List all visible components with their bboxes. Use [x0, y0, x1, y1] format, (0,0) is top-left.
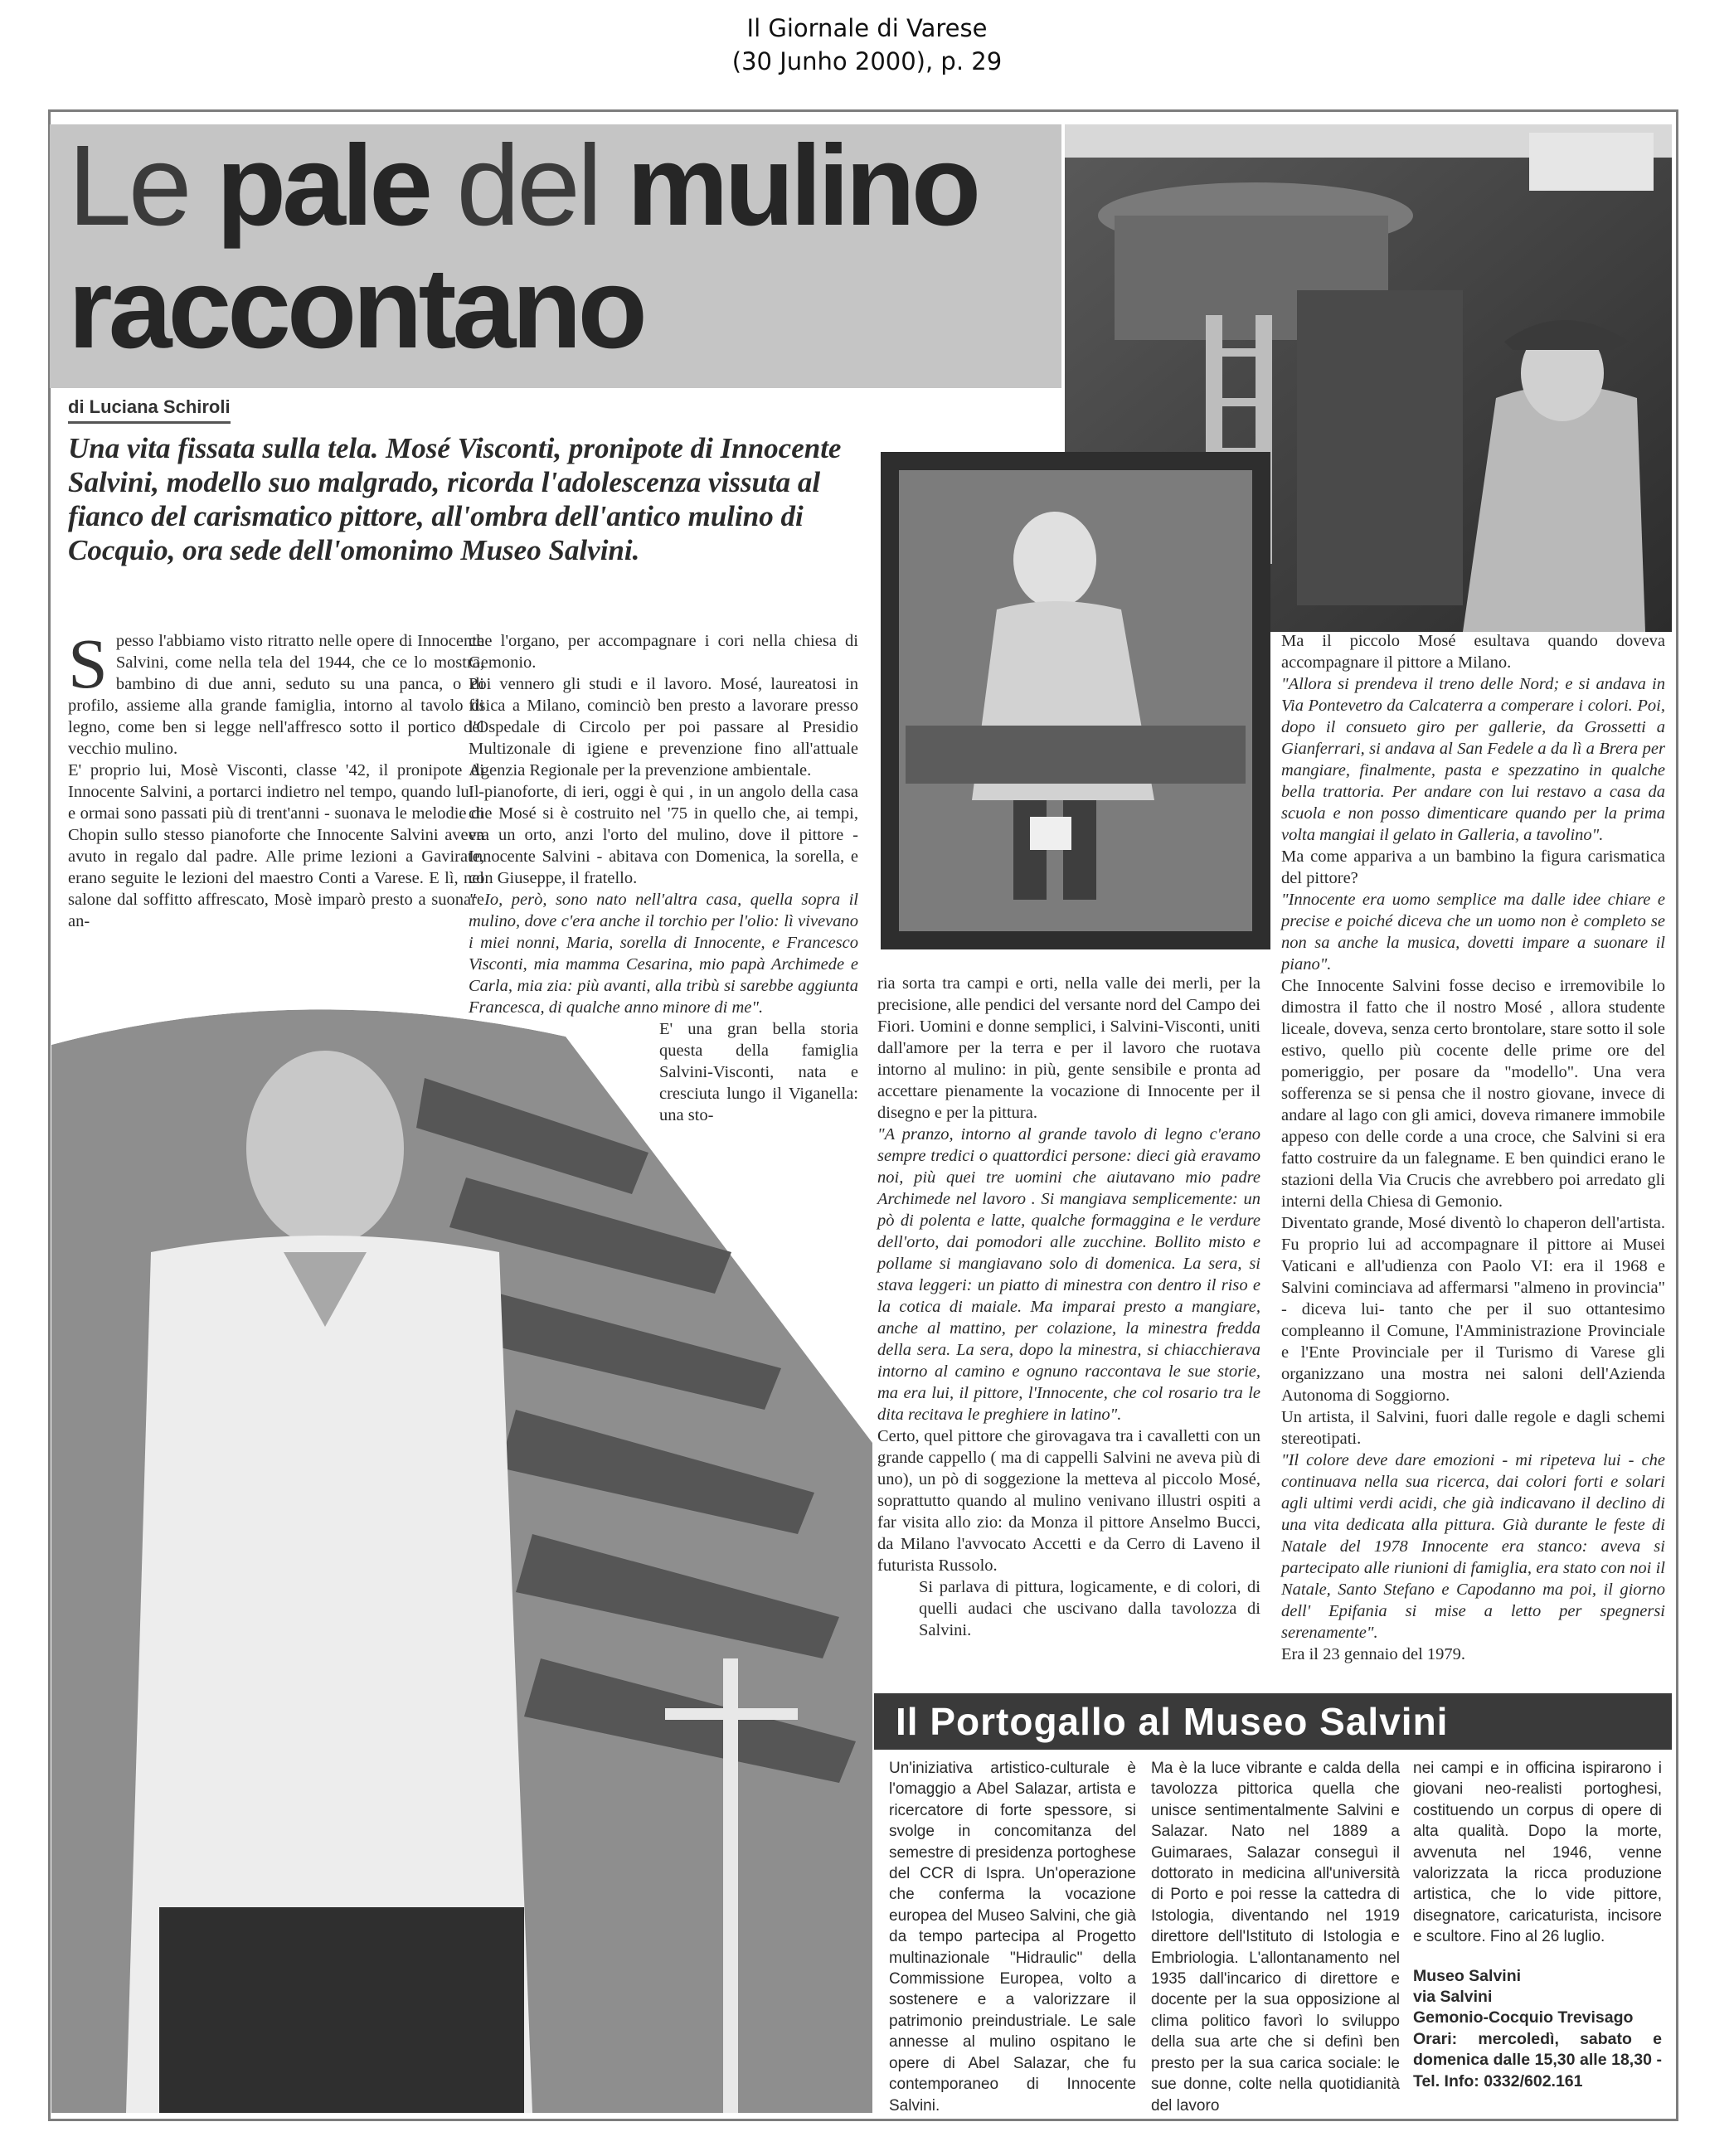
- photo-painting-child: [881, 452, 1270, 949]
- museum-town: Gemonio-Cocquio Trevisago: [1413, 2008, 1634, 2027]
- headline-word-del: del: [456, 122, 600, 250]
- col4-paragraph-6: Era il 23 gennaio del 1979.: [1281, 1645, 1466, 1663]
- date-page: (30 Junho 2000), p. 29: [731, 47, 1003, 75]
- col4-quote-3: "Il colore deve dare emozioni - mi ripeteva lui - che continuava nella sua ricerca, dai colori forti e solari agli ultimi verdi acidi, che già indicavano il declino di una vita dedicata alla pittura. Già durante le feste di Natale del 1978 Innocente era stanco: aveva si partecipato alle riunioni di famiglia, era stato con noi il Natale, Santo Stefano e Capodanno ma poi, il giorno dell' Epifania si mise a letto per spegnersi serenamente".: [1281, 1451, 1665, 1642]
- source-header: [0, 12, 1734, 78]
- col3-paragraph-2: Certo, quel pittore che girovagava tra i cavalletti con un grande cappello ( ma di cappelli Salvini ne aveva più di uno), un pò di soggezione la metteva al piccolo Mosé, soprattutto quando al mulino venivano illustri ospiti a far visita allo zio: da Monza il pittore Anselmo Bucci, da Milano l'avvocato Accetti e da Cerro di Laveno il futurista Russolo.: [877, 1427, 1260, 1575]
- byline: di Luciana Schiroli: [68, 396, 231, 424]
- headline: [68, 124, 1063, 370]
- col4-paragraph-4: Diventato grande, Mosé diventò lo chaperon dell'artista. Fu proprio lui ad accompagnare il pittore ai Musei Vaticani e all'udienza con Paolo VI: era il 1968 e Salvini cominciava ad affermarsi "almeno in provincia" - diceva lui- tanto che per il suo ottantesimo compleanno il Comune, l'Amministrazione Provinciale e l'Ente Provinciale per il Turismo di Varese gli organizzano una mostra nei saloni dell'Azienda Autonoma di Soggiorno.: [1281, 1214, 1665, 1405]
- col1-paragraph-2: E' proprio lui, Mosè Visconti, classe '42, il pronipote di Innocente Salvini, a portarci indietro nel tempo, quando lui - e ormai sono passati più di trent'anni - suonava le melodie di Chopin sullo stesso pianoforte che Innocente Salvini aveva avuto in regalo dal padre. Alle prime lezioni a Gavirate, erano seguite le lezioni del maestro Conti a Varese. E lì, nel salone dal soffitto affrescato, Mosè imparò presto a suonare an-: [68, 761, 484, 930]
- museum-info: [1413, 1966, 1662, 2092]
- newspaper-name: Il Giornale di Varese: [746, 14, 988, 42]
- article-column-2: [469, 630, 858, 1126]
- col2-quote-1: " Io, però, sono nato nell'altra casa, quella sopra il mulino, dove c'era anche il torchio per l'olio: lì vivevano i miei nonni, Maria, sorella di Innocente, e Francesco Visconti, mia mamma Cesarina, mio papà Archimede e Carla, mia zia: più avanti, alla tribù si sarebbe aggiunta Francesca, di qualche anno minore di me".: [469, 891, 858, 1017]
- col4-paragraph-2: Ma come appariva a un bambino la figura carismatica del pittore?: [1281, 847, 1665, 887]
- photo-mose-visconti-mill-wheel-image: [51, 978, 872, 2113]
- col1-paragraph-1: pesso l'abbiamo visto ritratto nelle opere di Innocente Salvini, come nella tela del 1944, che ce lo mostra, bambino di due anni, seduto su una panca, o di profilo, assieme alla grande famiglia, intorno al tavolo di legno, come ben si legge nell'affresco sotto il portico del vecchio mulino.: [68, 632, 484, 758]
- sidebar-box-title: Il Portogallo al Museo Salvini: [896, 1700, 1449, 1743]
- sidebar-column-3-text: nei campi e in officina ispirarono i giovani neo-realisti portoghesi, costituendo un corpus di opere di alta qualità. Dopo la morte, avvenuta nel 1946, venne valorizzata la ricca produzione artistica, che lo vide pittore, disegnatore, caricaturista, incisore e scultore. Fino al 26 luglio.: [1413, 1760, 1662, 1946]
- headline-word-mulino: mulino: [626, 122, 978, 250]
- museum-hours: Orari: mercoledì, sabato e domenica dalle 15,30 alle 18,30 - Tel. Info: 0332/602.161: [1413, 2029, 1662, 2090]
- article-column-3: [877, 973, 1260, 1641]
- col4-paragraph-3: Che Innocente Salvini fosse deciso e irremovibile lo dimostra il fatto che il nostro Mosé , allora studente liceale, doveva, senza certo brontolare, stare sotto il sole estivo, quello più cocente delle prime ore del pomeriggio, per posare da "modello". Una vera sofferenza se si pensa che il nostro giovane, invece di andare al lago con gli amici, doveva rimanere immobile appeso con delle corde a una croce, che Salvini si era fatto costruire da un falegname. E ben quindici erano le stazioni della Via Crucis che avrebbero poi arredato gli interni della Chiesa di Gemonio.: [1281, 977, 1665, 1211]
- col4-quote-1: "Allora si prendeva il treno delle Nord; e si andava in Via Pontevetro da Calcaterra a comperare i colori. Poi, dopo il consueto giro per gallerie, da Grossetti a Gianferrari, si andava al San Fedele a da lì a Brera per mangiare, finalmente, pasta e spezzatino in qualche bella trattoria. Per andare con lui restavo a casa da scuola e non posso dimenticare quando per la prima volta mangiai il gelato in Galleria, a tavolino".: [1281, 675, 1665, 844]
- headline-word-pale: pale: [216, 122, 429, 250]
- article-column-1: [68, 624, 484, 932]
- article-column-4: [1281, 630, 1665, 1665]
- col2-paragraph-4: E' una gran bella storia questa della famiglia Salvini-Visconti, nata e cresciuta lungo il Viganella: una sto-: [659, 1020, 858, 1124]
- col3-paragraph-3: Si parlava di pittura, logicamente, e di colori, di quelli audaci che uscivano dalla tavolozza di Salvini.: [919, 1578, 1260, 1639]
- col2-paragraph-3: Il pianoforte, di ieri, oggi è qui , in un angolo della casa che Mosé si è costruito nel '75 in quello che, ai tempi, era un orto, anzi l'orto del mulino, dove il pittore - Innocente Salvini - abitava con Domenica, la sorella, e con Giuseppe, il fratello.: [469, 783, 858, 887]
- sidebar-column-3: [1413, 1758, 1662, 2092]
- col2-paragraph-2: Poi vennero gli studi e il lavoro. Mosé, laureatosi in fisica a Milano, cominciò ben presto a lavorare presso l'Ospedale di Circolo per poi passare al Presidio Multizonale di igiene e prevenzione fino all'attuale Agenzia Regionale per la prevenzione ambientale.: [469, 675, 858, 779]
- sidebar-column-1: Un'iniziativa artistico-culturale è l'omaggio a Abel Salazar, artista e ricercatore di forte spessore, si svolge in concomitanza del semestre di presidenza portoghese del CCR di Ispra. Un'operazione che conferma la vocazione europea del Museo Salvini, che già da tempo partecipa al Progetto multinazionale "Hidraulic" della Commissione Europea, volto a sostenere e a valorizzare il patrimonio preindustriale. Le sale annesse al mulino ospitano le opere di Abel Salazar, che fu contemporaneo di Innocente Salvini.: [889, 1760, 1136, 2115]
- headline-line-2: raccontano: [68, 245, 644, 372]
- col4-paragraph-5: Un artista, il Salvini, fuori dalle regole e dagli schemi stereotipati.: [1281, 1408, 1665, 1448]
- photo-mose-visconti-mill-wheel: [51, 978, 872, 2113]
- col4-quote-2: "Innocente era uomo semplice ma dalle idee chiare e precise e poiché diceva che un uomo non è completo se non sa anche la musica, dovetti impare a suonare il piano".: [1281, 891, 1665, 974]
- article-lead: Una vita fissata sulla tela. Mosé Visconti, pronipote di Innocente Salvini, modello suo malgrado, ricorda l'adolescenza vissuta al fianco del carismatico pittore, all'ombra dell'antico mulino di Cocquio, ora sede dell'omonimo Museo Salvini.: [68, 432, 842, 566]
- museum-street: via Salvini: [1413, 1988, 1493, 2007]
- col3-paragraph-1: ria sorta tra campi e orti, nella valle dei merli, per la precisione, alle pendici del versante nord del Campo dei Fiori. Uomini e donne semplici, i Salvini-Visconti, uniti dall'amore per la terra e per il lavoro che ruotava intorno al mulino: in più, gente sensibile e pronta ad accettare pienamente la vocazione di Innocente per il disegno e per la pittura.: [877, 974, 1260, 1122]
- sidebar-column-2: Ma è la luce vibrante e calda della tavolozza pittorica quella che unisce sentimentalmente Salvini e Salazar. Nato nel 1889 a Guimaraes, Salazar conseguì il dottorato in medicina all'università di Porto e poi resse la cattedra di Istologia, diventando nel 1919 direttore dell'Istituto di Istologia e Embriologia. L'allontanamento nel 1935 dall'incarico di direttore e docente per la sua opposizione al clima politico favorì lo sviluppo della sua arte che si definì ben presto per la sua carica sociale: le sue donne, colte nella quotidianità del lavoro: [1151, 1760, 1400, 2115]
- col2-paragraph-1: che l'organo, per accompagnare i cori nella chiesa di Gemonio.: [469, 632, 858, 672]
- headline-word-le: Le: [68, 122, 189, 250]
- museum-name: Museo Salvini: [1413, 1966, 1522, 1985]
- col3-quote-1: "A pranzo, intorno al grande tavolo di legno c'erano sempre tredici o quattordici persone: dieci già eravamo noi, più quei tre uomini che aiutavano mio padre Archimede nel lavoro . Si mangiava semplicemente: un pò di polenta e latte, qualche formaggina e le verdure dell'orto, dai pomodori alle zucchine. Bollito misto e pollame si mangiavano solo di domenica. La sera, si stava leggeri: un piatto di minestra con dentro il riso e la cotica di maiale. Ma imparai presto a mangiare, anche al mattino, per colazione, la minestra fredda della sera. La sera, dopo la minestra, si chiacchierava intorno al camino e ognuno raccontava le sue storie, ma era lui, il pittore, l'Innocente, che col rosario tra le dita recitava le preghiere in latino".: [877, 1125, 1260, 1424]
- col4-paragraph-1: Ma il piccolo Mosé esultava quando doveva accompagnare il pittore a Milano.: [1281, 632, 1665, 672]
- photo-painting-child-image: [881, 452, 1270, 949]
- drop-cap: S: [68, 624, 108, 703]
